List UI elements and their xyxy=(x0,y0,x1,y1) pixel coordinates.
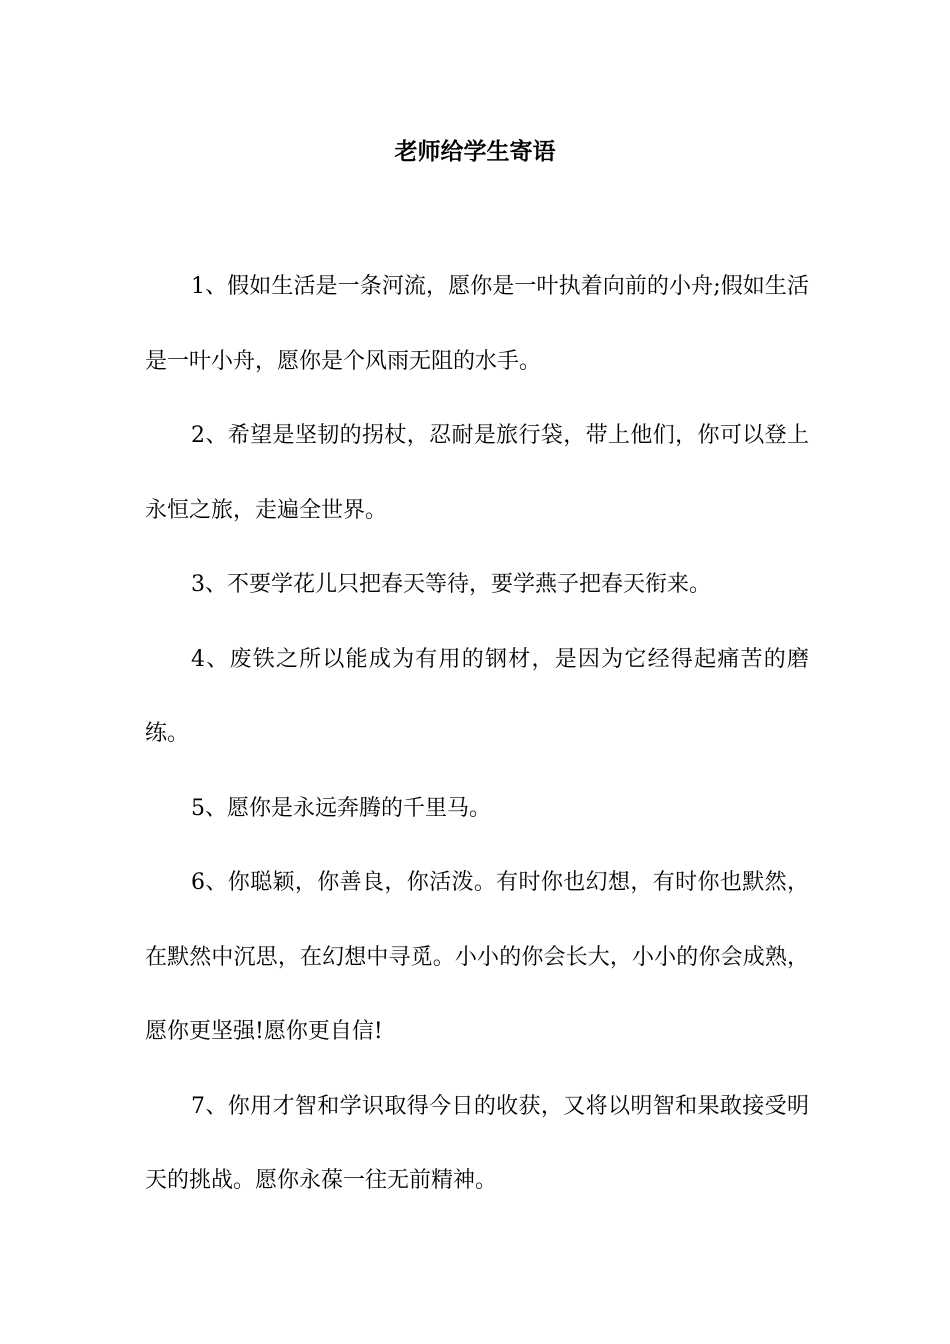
document-title: 老师给学生寄语 xyxy=(394,139,556,165)
paragraph-6: 6、你聪颖，你善良，你活泼。有时你也幻想，有时你也默然，在默然中沉思，在幻想中寻觅。小小的你会长大，小小的你会成熟，愿你更坚强!愿你更自信! xyxy=(145,870,809,1044)
paragraph-1: 1、假如生活是一条河流，愿你是一叶执着向前的小舟;假如生活是一叶小舟，愿你是个风雨无阻的水手。 xyxy=(145,274,809,374)
paragraph-5: 5、愿你是永远奔腾的千里马。 xyxy=(191,795,491,821)
document-body xyxy=(145,250,809,1219)
paragraph-7: 7、你用才智和学识取得今日的收获，又将以明智和果敢接受明天的挑战。愿你永葆一往无前精神。 xyxy=(145,1093,809,1193)
paragraph-4: 4、废铁之所以能成为有用的钢材，是因为它经得起痛苦的磨练。 xyxy=(145,646,809,746)
paragraph-2: 2、希望是坚韧的拐杖，忍耐是旅行袋，带上他们，你可以登上永恒之旅，走遍全世界。 xyxy=(145,423,809,523)
paragraph-3: 3、不要学花儿只把春天等待，要学燕子把春天衔来。 xyxy=(191,572,711,597)
